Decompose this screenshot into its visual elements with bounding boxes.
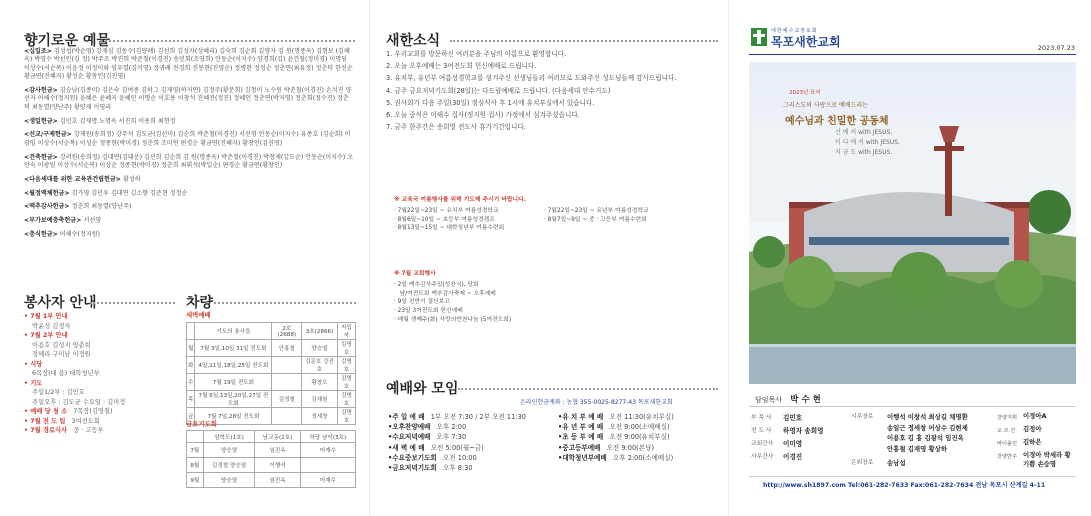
offering-names: 김성섭(박순영) 강재심 김동수(김양례) 김선희 김성자(성혜리) 김숙희 김순회 김영자 김 원(명종옥) 김형보 (김혜옥) 박영수 박선인(김 정) 박주조 박진희 박준철(이경진) 송민회(조영희) 안동순(이지수) 양경희(김) 윤건철(정미경) 이명임 이상수(서순복) 이윤정 이정이와 임우열(김미영) 정귀례 전경희 진봉현(진영순) 정병현 정정순 정춘연(최유정) 정춘덕 한진순 황금연(진혜자) 황성순 황창인(김진영)	[24, 48, 353, 81]
staff-name: 이경진	[783, 453, 803, 461]
table-row	[187, 391, 356, 408]
worship-item	[388, 412, 558, 422]
table-cell: 금	[187, 408, 195, 425]
table-cell: 정세창	[302, 408, 338, 425]
divider	[458, 388, 718, 390]
prayer-list-left	[394, 207, 544, 233]
table-cell: 김명호	[337, 391, 355, 408]
worship-name: •중고등부예배	[558, 443, 601, 452]
worship-name: •초 등 부 예 배	[558, 433, 604, 442]
offering-category: <부가보예충축헌금>	[24, 217, 84, 225]
offering-group	[24, 131, 354, 148]
volunteer-sub: 정혜리 구미남 이정원	[32, 351, 91, 358]
offering-category: <건축헌금>	[24, 153, 60, 161]
table-header-cell: 지입자	[337, 323, 355, 340]
table-cell: 김명호	[337, 340, 355, 357]
prayer-list-right	[544, 207, 704, 233]
table-row	[187, 443, 356, 458]
dawn-car-table	[186, 322, 356, 425]
volunteer-sub: 주일1/2부 : 김민호	[32, 389, 85, 396]
staff-list	[751, 412, 846, 464]
staff-item	[751, 438, 846, 451]
staff-item	[751, 425, 846, 438]
volunteer-item	[24, 417, 174, 427]
staff-item	[751, 451, 846, 464]
volunteer-label: • 7월 1부 안내	[24, 313, 68, 320]
divider	[450, 40, 718, 42]
news-item: 4. 금주 금요저녁기도회(28일)는 다드림예배로 드립니다. (다음세대 안수기도)	[386, 86, 611, 95]
staff-name: 김민호	[783, 414, 803, 422]
worship-name: •유 년 부 예 배	[558, 423, 604, 432]
staff-name: 이경아A	[1023, 412, 1047, 420]
banner-line: 지 금 도 with JESUS.	[835, 149, 893, 156]
prayer-item: · 7월22일~23일 ~ 유치부 여름성경학교	[394, 207, 499, 214]
staff-item	[997, 425, 1087, 438]
table-row	[187, 357, 356, 374]
staff-item	[997, 438, 1087, 451]
volunteer-label: • 식당	[24, 360, 43, 368]
table-cell: 어재수	[300, 443, 355, 458]
table-cell: 9월	[187, 473, 204, 488]
volunteer-label: • 7월 경로식사	[24, 427, 68, 434]
offering-list	[24, 48, 354, 245]
volunteer-sub: 이용호 김성지 양춘희	[32, 341, 91, 349]
news-item: 5. 권사회가 다음 주일(30일) 점심식사 후 1시에 유치부실에서 있습니다.	[386, 98, 595, 107]
offering-names: 강려원(송희정) 김대연(김대운) 김선희 김순희 김 원(명종옥) 박준철(이경진) 박창제(김도순) 안동순(이지수) 오안숙 이광임 이상수(서순복) 이성순 정종현(박미경) 정춘희 최휘석(박일순) 편경순 황금연(황창인)	[24, 153, 354, 170]
offering-category: <월정액체헌금>	[24, 189, 72, 197]
worship-item	[388, 422, 558, 432]
staff-name: 이미영	[783, 440, 803, 448]
elder-line: 송일근 정세창 어상수 김현제	[887, 423, 968, 432]
divider	[100, 40, 355, 42]
worship-item	[388, 432, 558, 442]
elders-names	[887, 412, 968, 454]
worship-item	[558, 453, 718, 463]
prayer-item: · 7월22일~23일 ~ 유년부 여름성경학교	[544, 207, 649, 214]
offering-category: <감사헌금>	[24, 87, 60, 95]
cross-logo-icon	[751, 28, 767, 46]
dawn-label: 새벽예배	[186, 311, 211, 319]
table-header-cell: 3호(2866)	[302, 323, 338, 340]
prayer-item: · 8월7일~9일 ~ 중 · 고등부 여름수련회	[544, 216, 647, 223]
table-cell: 목	[187, 391, 195, 408]
volunteer-label: • 기도	[24, 379, 43, 387]
column-news-worship	[370, 0, 728, 516]
volunteer-value: 중 · 고등부	[71, 427, 104, 434]
banner-main-1: 그리스도의 사랑으로 예배드리는	[783, 102, 868, 109]
worship-schedule	[388, 412, 718, 473]
column-cover	[728, 0, 1091, 516]
table-cell: 김명호	[337, 374, 355, 391]
offering-title: 향기로운 예물	[24, 33, 111, 49]
table-cell: 양승열	[203, 443, 255, 458]
table-cell	[300, 458, 355, 473]
staff-role: 바이올린	[997, 441, 1018, 447]
worship-item	[388, 453, 558, 463]
offering-names: 황성하	[123, 175, 141, 183]
volunteer-item	[24, 379, 174, 389]
table-cell	[272, 408, 302, 425]
church-photo-illustration	[749, 62, 1076, 384]
table-header-cell: 남교동(2호)	[255, 431, 300, 443]
table-row	[187, 431, 356, 443]
event-item: · 2일 맥추감사주일(성찬식), 당회	[394, 281, 479, 288]
news-item: 6. 오늘 중식은 어해수 집사(정지원 집사) 가정에서 섬겨주셨습니다.	[386, 111, 580, 120]
church-name: 목포새한교회	[771, 35, 841, 49]
staff-name: 김정아	[1023, 425, 1042, 433]
worship-name: •유 치 부 예 배	[558, 413, 604, 421]
prayer-head: ※ 교육국 여름행사를 위해 기도해 주시기 바랍니다.	[394, 197, 526, 203]
worship-name: •수요중보기도회	[388, 453, 437, 462]
worship-time: 오후 2:00(소예배실)	[610, 453, 674, 462]
offering-names: 어해수(정지원)	[59, 231, 100, 239]
volunteer-sub: 박윤성 김정자	[32, 322, 71, 330]
worship-time: 오전 9:00(유치부실)	[607, 433, 670, 442]
prayer-box	[394, 196, 712, 233]
table-header-cell: 삼학도(1호)	[203, 431, 255, 443]
volunteer-item	[24, 312, 174, 322]
friday-car-table	[186, 430, 356, 488]
table-cell	[272, 357, 302, 374]
car-title: 차량	[186, 295, 214, 311]
staff-role: 전 도 사	[751, 428, 772, 434]
table-cell: 7월 7일,28일 전도회	[195, 408, 272, 425]
worship-time: 오전 9:00(소예배실)	[607, 423, 670, 432]
volunteer-sub: 6목장(대 용) 대학청년부	[32, 370, 100, 377]
volunteer-label: • 7월 전 도 팀	[24, 417, 66, 425]
table-cell: 임진옥	[255, 443, 300, 458]
offering-names: 강재원(송희정) 강주석 김도균(김선미) 김순희 박준철(이경진) 서선영 안동순(이지수) 유종호 (김순회) 이광임 이상수(서순복) 이성순 정종현(박미경) 정춘희 조미연 편경순 황금연(진혜자) 황창인(김진영)	[24, 131, 351, 147]
worship-name: •새 벽 예 배	[388, 443, 425, 452]
table-cell	[187, 431, 204, 443]
banner-line: 이 다 에 서 with JESUS,	[835, 139, 900, 146]
worship-time: 오전 10:00	[440, 453, 477, 462]
volunteer-item	[24, 331, 174, 341]
table-cell: 양승열	[302, 340, 338, 357]
divider	[90, 302, 175, 304]
table-row	[187, 374, 356, 391]
worship-time: 오전 11:30(유치부실)	[607, 413, 674, 421]
news-item: 2. 오늘 오후예배는 3여전도회 헌신예배로 드립니다.	[386, 62, 537, 71]
news-title: 새한소식	[386, 33, 441, 49]
staff-name: 김하은	[1023, 438, 1042, 446]
prayer-item: · 8월13일~15일 ~ 대학청년부 여름수련회	[394, 225, 505, 232]
table-header-cell: 2호(2688)	[272, 323, 302, 340]
events-list	[394, 281, 712, 325]
worship-name: •주 일 예 배	[388, 413, 425, 421]
church-denomination: 대한예수교장로회	[771, 28, 818, 34]
worship-item	[558, 422, 718, 432]
table-header-cell: 하당 남악(3호)	[300, 431, 355, 443]
volunteer-item	[24, 407, 174, 417]
news-list	[386, 48, 716, 133]
elder-line: 이용호 김 홍 김광석 임진옥	[887, 434, 964, 442]
news-item: 7. 금주 한주간은 송희영 전도사 휴가기간입니다.	[386, 123, 526, 132]
column-offering-volunteer	[0, 0, 370, 516]
table-cell: 7월 19일 전도회	[195, 374, 272, 391]
divider	[749, 406, 1076, 407]
offering-group	[24, 87, 354, 112]
staff-role: 부 목 사	[751, 415, 772, 421]
worship-time: 오전 5:00(월~금)	[428, 443, 484, 452]
offering-category: <다음세대를 위한 교육관건립헌금>	[24, 175, 123, 183]
banner-year: 2023년 표어	[789, 90, 821, 96]
staff-name: 하영자 송희영	[783, 427, 824, 435]
offering-names: 김가영 김민우 김대연 김소향 김준현 정정순	[71, 189, 188, 197]
worship-title: 예배와 모임	[386, 381, 459, 397]
footer-contact: http://www.sh1897.com Tel:061-282-7633 Fax:061-282-7634 전남 목포시 산계길 4-11	[763, 482, 1046, 489]
table-cell: 김명호	[337, 408, 355, 425]
banner-line: 신 에 서 with JESUS,	[835, 129, 893, 136]
honor-label: 은퇴장로	[851, 460, 874, 466]
offering-names: 김민호 김재명 노명옥 서진희 이용희 최현정	[59, 117, 176, 125]
staff-item	[751, 412, 846, 425]
table-cell: 안홍철	[272, 340, 302, 357]
worship-item	[388, 443, 558, 453]
table-cell: 이행석	[255, 458, 300, 473]
offering-category: <십일조>	[24, 48, 54, 55]
table-cell: 임진옥	[255, 473, 300, 488]
table-cell: 양승열	[203, 473, 255, 488]
table-header-cell: 기도의 용사들	[195, 323, 272, 340]
table-cell: 7월 3일,10일 31일 전도회	[195, 340, 272, 357]
volunteer-item	[24, 426, 174, 436]
offering-group	[24, 48, 354, 82]
staff-role: 오 르 간	[997, 428, 1016, 434]
worship-item	[388, 463, 558, 473]
volunteer-title: 봉사자 안내	[24, 295, 97, 311]
offering-group	[24, 190, 354, 198]
table-cell	[187, 323, 195, 340]
volunteer-list	[24, 312, 174, 436]
table-row	[187, 323, 356, 340]
event-item: · 매월 셋째주(화) 사랑의반찬나눔 (5여전도회)	[394, 316, 512, 323]
staff-item	[997, 451, 1087, 469]
volunteer-value: 3여전도회	[69, 417, 100, 425]
table-row	[187, 340, 356, 357]
volunteer-label: • 예배 당 청 소	[24, 408, 68, 415]
worship-item	[558, 432, 718, 442]
table-cell: 황창오	[302, 374, 338, 391]
table-cell: 화	[187, 357, 195, 374]
offering-group	[24, 118, 354, 126]
table-cell: 김재원	[302, 391, 338, 408]
offering-group	[24, 154, 354, 171]
staff-role: 찬양반주	[997, 454, 1018, 460]
event-item: · 23일 3여전도회 헌신예배	[394, 308, 463, 315]
offering-category: <충식헌금>	[24, 231, 60, 239]
offering-group	[24, 203, 354, 211]
online-account: 온라인헌금계좌 : 농협 355-0025-8277-43 목포새한교회	[520, 399, 673, 406]
table-row	[187, 473, 356, 488]
divider	[749, 54, 1076, 55]
events-box	[394, 270, 712, 325]
offering-category: <생일헌금>	[24, 117, 60, 125]
worship-time: 오후 8:30	[440, 464, 473, 473]
worship-time: 오후 7:30	[434, 433, 467, 442]
offering-names: 정춘희 최동열(양난주)	[71, 203, 132, 211]
worship-name: •수요저녁예배	[388, 433, 431, 442]
prayer-item: · 8월6일~10일 ~ 초등부 여름성경캠프	[394, 216, 495, 223]
elder-line: 이행석 이창석 최상길 채명환	[887, 413, 968, 421]
friday-label: 금요기도회	[186, 420, 217, 428]
pastor-name: 박 수 현	[790, 395, 821, 405]
offering-group	[24, 217, 354, 225]
offering-names: 김승남(김종미) 김은숙 김여종 김하그 김재영(하지연) 김정주(황분회) 김청미 노수원 박준철(이경진) 손석진 양선자 어해수(정지원) 윤혜은 윤혜지 윤혜민 이명순 이호용 이창석 진혜진(정진) 정혜인 정춘연(박지영) 정춘회(정수진) 정춘덕 최동열(양난주) 황양재 이영리	[24, 87, 352, 111]
table-cell: 수	[187, 374, 195, 391]
table-cell: 7월	[187, 443, 204, 458]
event-item: · 9일 전반기 결산보고	[394, 299, 450, 306]
table-cell: 7월 6일,13일,20일,27일 전도회	[195, 391, 272, 408]
worship-item	[558, 412, 718, 422]
table-cell: 김정철 양승열	[203, 458, 255, 473]
worship-name: •금요저녁기도회	[388, 464, 437, 473]
worship-time: 오전 9:00(본당)	[604, 443, 655, 452]
table-cell: 김명호	[337, 357, 355, 374]
church-photo	[749, 62, 1076, 384]
elder-line: 안홍철 김재영 황상하	[887, 444, 948, 453]
offering-group	[24, 231, 354, 239]
worship-item	[558, 443, 718, 453]
table-cell: 어재수	[300, 473, 355, 488]
offering-group	[24, 176, 354, 184]
volunteer-sub: 주일오후 : 김도균 수요일 : 김미정	[32, 398, 126, 406]
pastor-label: 담임목사	[755, 396, 783, 404]
news-item: 3. 유치부, 유년부 여름성경학교를 섬겨주신 선생님들과 여러모로 도와주신 성도님들께 감사드립니다.	[386, 74, 677, 83]
event-head: ※ 7월 교회행사	[394, 271, 436, 277]
offering-names: 서선영	[83, 217, 102, 225]
table-cell: 8월	[187, 458, 204, 473]
honor-name: 송남섭	[887, 459, 906, 467]
table-cell	[272, 374, 302, 391]
offering-category: <선교/구제헌금>	[24, 131, 74, 139]
worship-time: 오후 2:00	[434, 423, 467, 432]
volunteer-item	[24, 360, 174, 370]
staff-role: 찬양지휘	[997, 415, 1018, 421]
pastor-row	[755, 393, 821, 405]
worship-right	[558, 412, 718, 473]
staff-role: 사무간사	[751, 454, 774, 460]
elders-block	[851, 412, 1001, 469]
news-item: 1. 우리교회를 방문하신 여러분을 주님의 이름으로 환영합니다.	[386, 50, 567, 58]
divider	[749, 476, 1076, 477]
banner-lines	[835, 128, 900, 158]
table-row	[187, 458, 356, 473]
worship-name: •대학청년부예배	[558, 453, 607, 462]
worship-name: •오후찬양예배	[388, 423, 431, 432]
offering-category: <맥추감사헌금>	[24, 203, 72, 211]
table-cell: 4일,11일,18일,25일 전도회	[195, 357, 272, 374]
volunteer-value: 7목장(김영철)	[71, 408, 113, 415]
staff-item	[997, 412, 1087, 425]
table-cell: 김문호 강진호	[302, 357, 338, 374]
music-staff-list	[997, 412, 1087, 469]
staff-role: 교회간사	[751, 441, 774, 447]
table-cell: 김정철	[272, 391, 302, 408]
table-cell: 월	[187, 340, 195, 357]
banner-main-2: 예수님과 친밀한 공동체	[785, 116, 889, 127]
volunteer-label: • 7월 2부 안내	[24, 332, 68, 339]
staff-name: 이경아 박세라 황기쁨 손승명	[1023, 451, 1071, 468]
divider	[214, 302, 356, 304]
bulletin-date: 2023.07.23	[1037, 44, 1075, 52]
worship-left	[388, 412, 558, 473]
event-item: 남/여전도회 맥추감사축제 ~ 오후예배	[394, 290, 496, 297]
elders-label: 시무장로	[851, 414, 874, 420]
worship-time: 1부 오전 7:30 / 2부 오전 11:30	[428, 413, 526, 421]
